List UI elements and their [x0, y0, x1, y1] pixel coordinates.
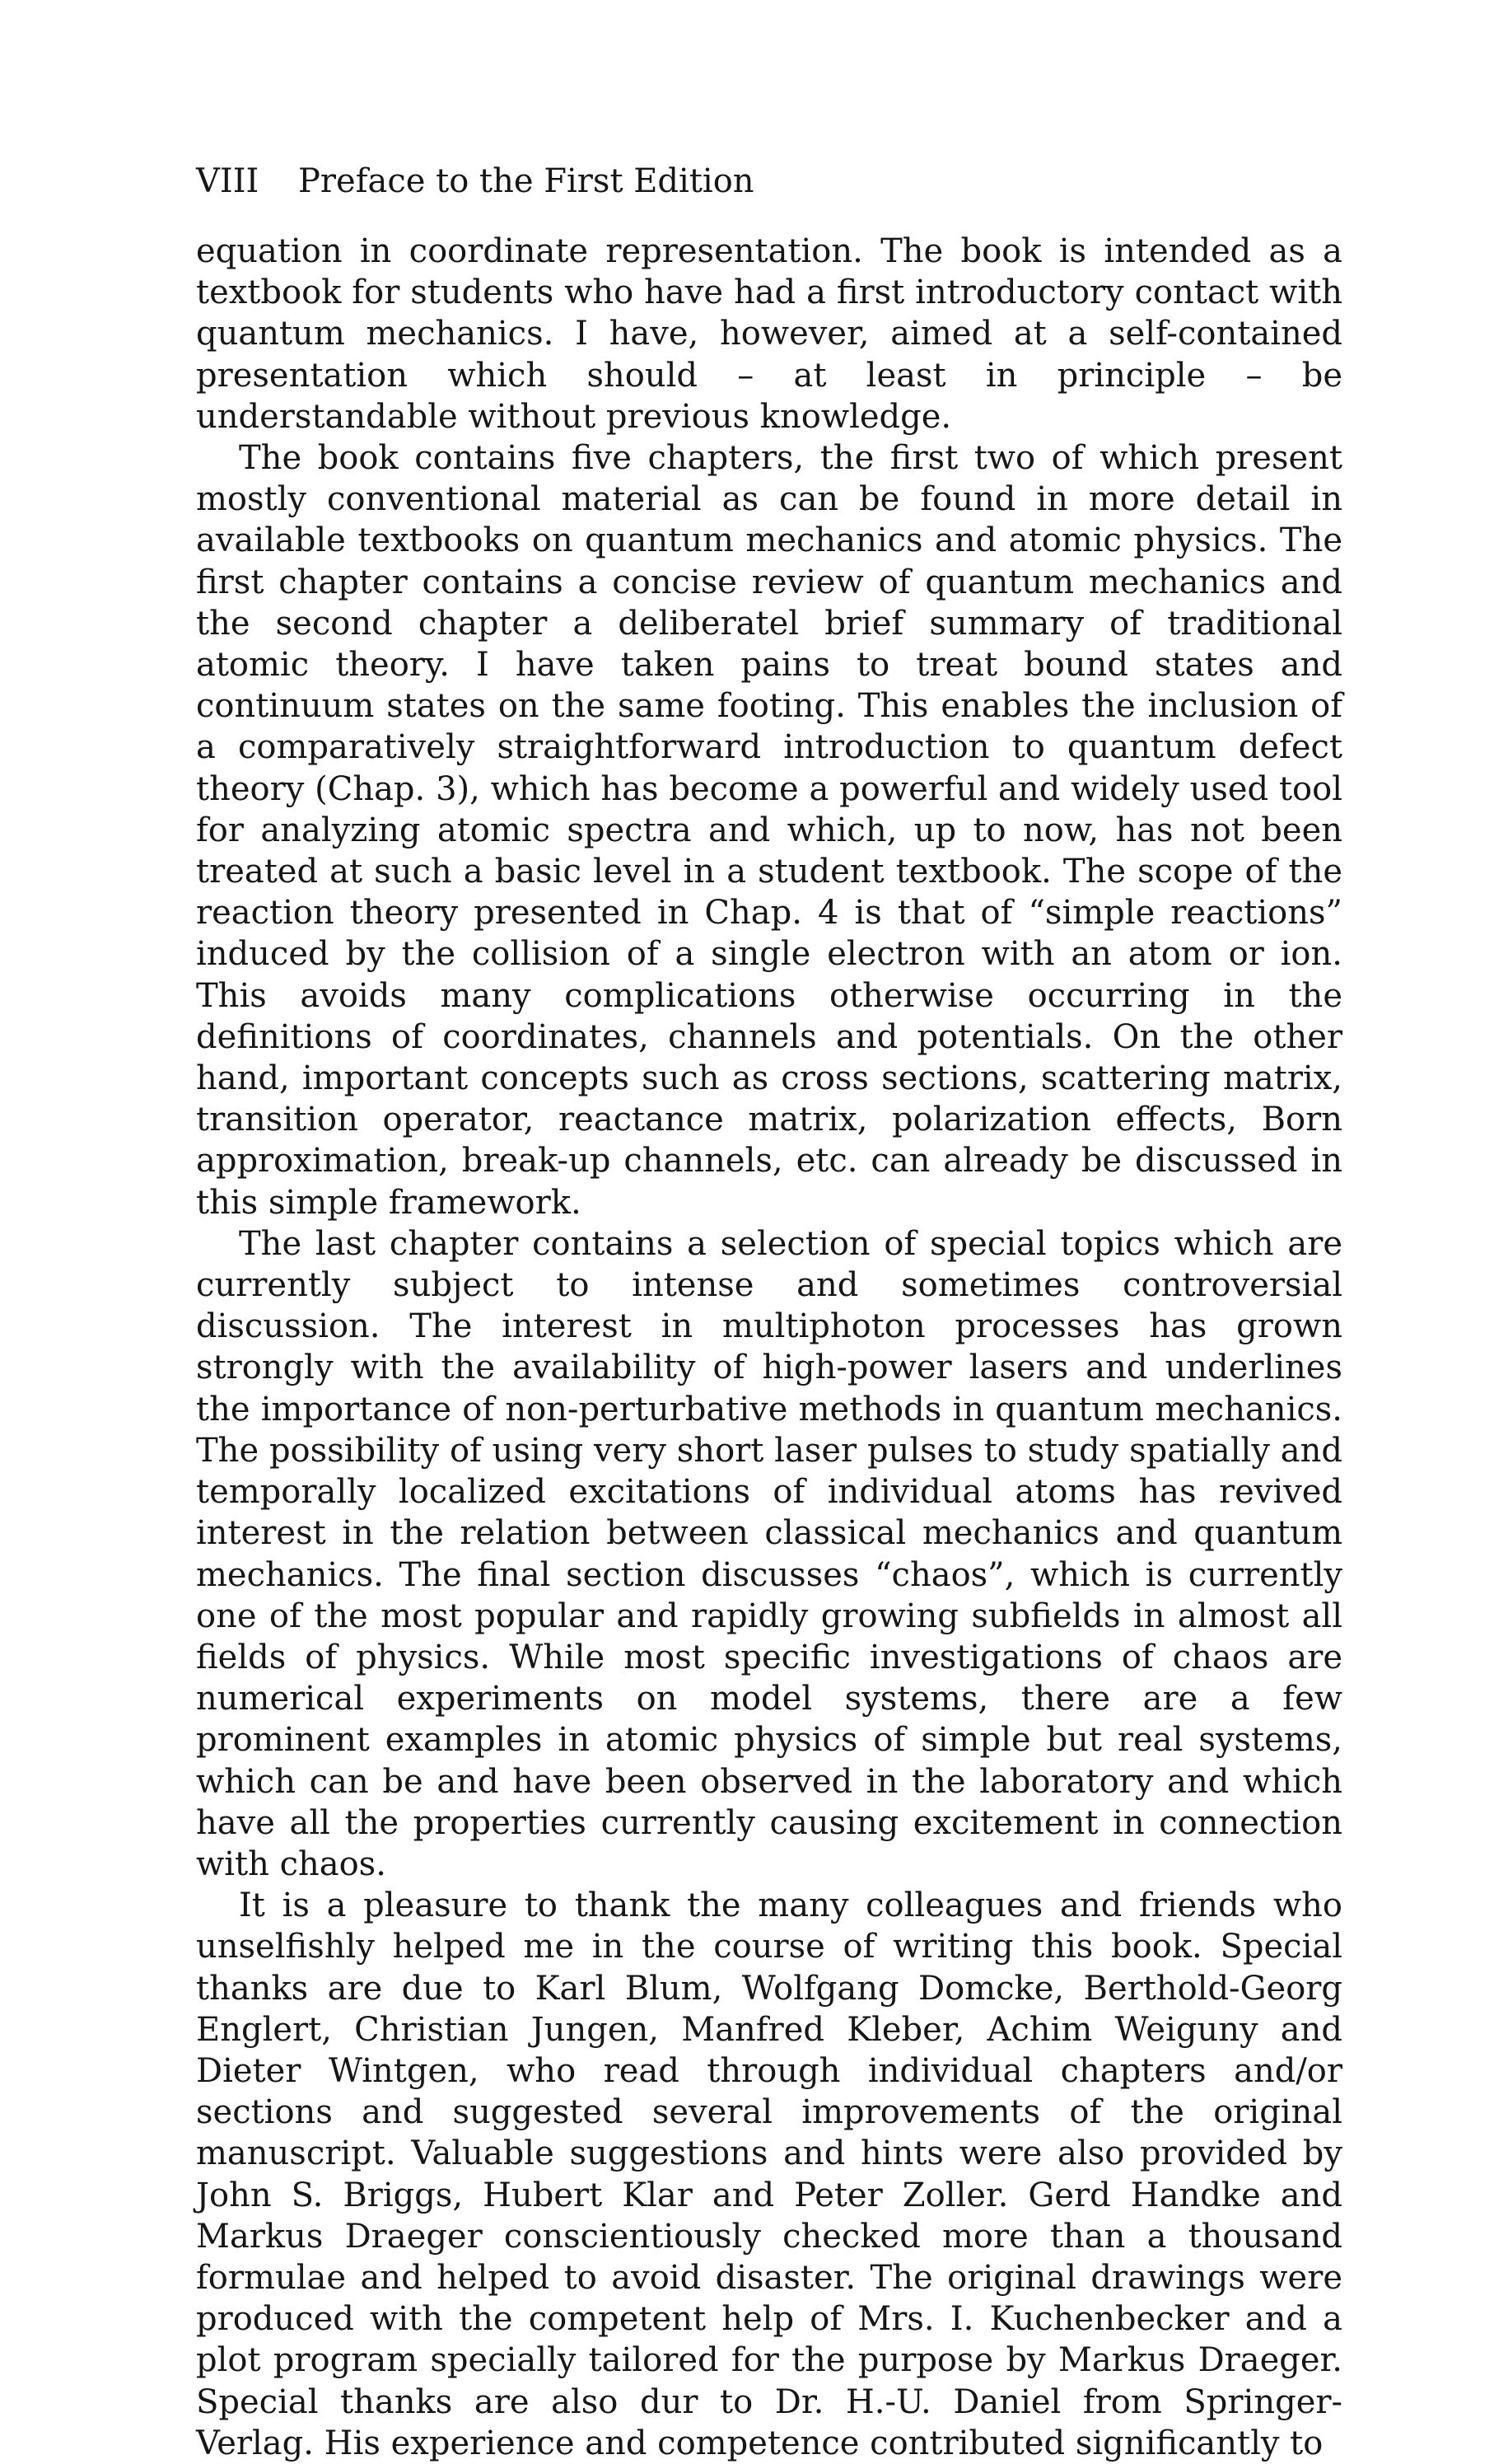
paragraph-chapters-overview: The book contains five chapters, the first two of which present mostly conventional material as can be found in more detail in available textbooks on quantum mechanics and atomic physics. The first chapter contains a concise review of quantum mechanics and the second chapter a deliberatel brief summary of traditional atomic theory. I have taken pains to treat bound states and continuum states on the same footing. This enables the inclusion of a comparatively straightforward introduction to quantum defect theory (Chap. 3), which has become a powerful and widely used tool for analyzing atomic spectra and which, up to now, has not been treated at such a basic level in a student textbook. The scope of the reaction theory presented in Chap. 4 is that of “simple reactions” induced by the collision of a single electron with an atom or ion. This avoids many complications otherwise occurring in the definitions of coordinates, channels and potentials. On the other hand, important concepts such as cross sections, scattering matrix, transition operator, reactance matrix, polarization effects, Born approximation, break-up channels, etc. can already be discussed in this simple framework. [196, 439, 1342, 1222]
page-number: VIII [196, 162, 259, 200]
body-text [196, 231, 1342, 2464]
paragraph-intro-continued: equation in coordinate representation. The book is intended as a textbook for students who have had a first introductory contact with quantum mechanics. I have, however, aimed at a self-contained presentation which should – at least in principle – be understandable without previous knowledge. [196, 232, 1342, 436]
paragraph-acknowledgements: It is a pleasure to thank the many colleagues and friends who unselfishly helped me in the course of writing this book. Special thanks are due to Karl Blum, Wolfgang Domcke, Berthold-Georg Englert, Christian Jungen, Manfred Kleber, Achim Weiguny and Dieter Wintgen, who read through individual chapters and/or sections and suggested several improvements of the original manuscript. Valuable suggestions and hints were also provided by John S. Briggs, Hubert Klar and Peter Zoller. Gerd Handke and Markus Draeger conscientiously checked more than a thousand formulae and helped to avoid disaster. The original drawings were produced with the competent help of Mrs. I. Kuchenbecker and a plot program specially tailored for the purpose by Markus Draeger. Special thanks are also dur to Dr. H.-U. Daniel from Springer-Verlag. His experience and competence contributed significantly to [196, 1887, 1342, 2462]
running-title: Preface to the First Edition [298, 162, 754, 200]
paragraph-special-topics: The last chapter contains a selection of special topics which are currently subject to intense and sometimes controversial discussion. The interest in multiphoton processes has grown strongly with the availability of high-power lasers and underlines the importance of non-perturbative methods in quantum mechanics. The possibility of using very short laser pulses to study spatially and temporally localized excitations of individual atoms has revived interest in the relation between classical mechanics and quantum mechanics. The final section discusses “chaos”, which is currently one of the most popular and rapidly growing subfields in almost all fields of physics. While most specific investigations of chaos are numerical experiments on model systems, there are a few prominent examples in atomic physics of simple but real systems, which can be and have been observed in the laboratory and which have all the properties currently causing excitement in connection with chaos. [196, 1224, 1342, 1883]
running-head [196, 157, 754, 206]
